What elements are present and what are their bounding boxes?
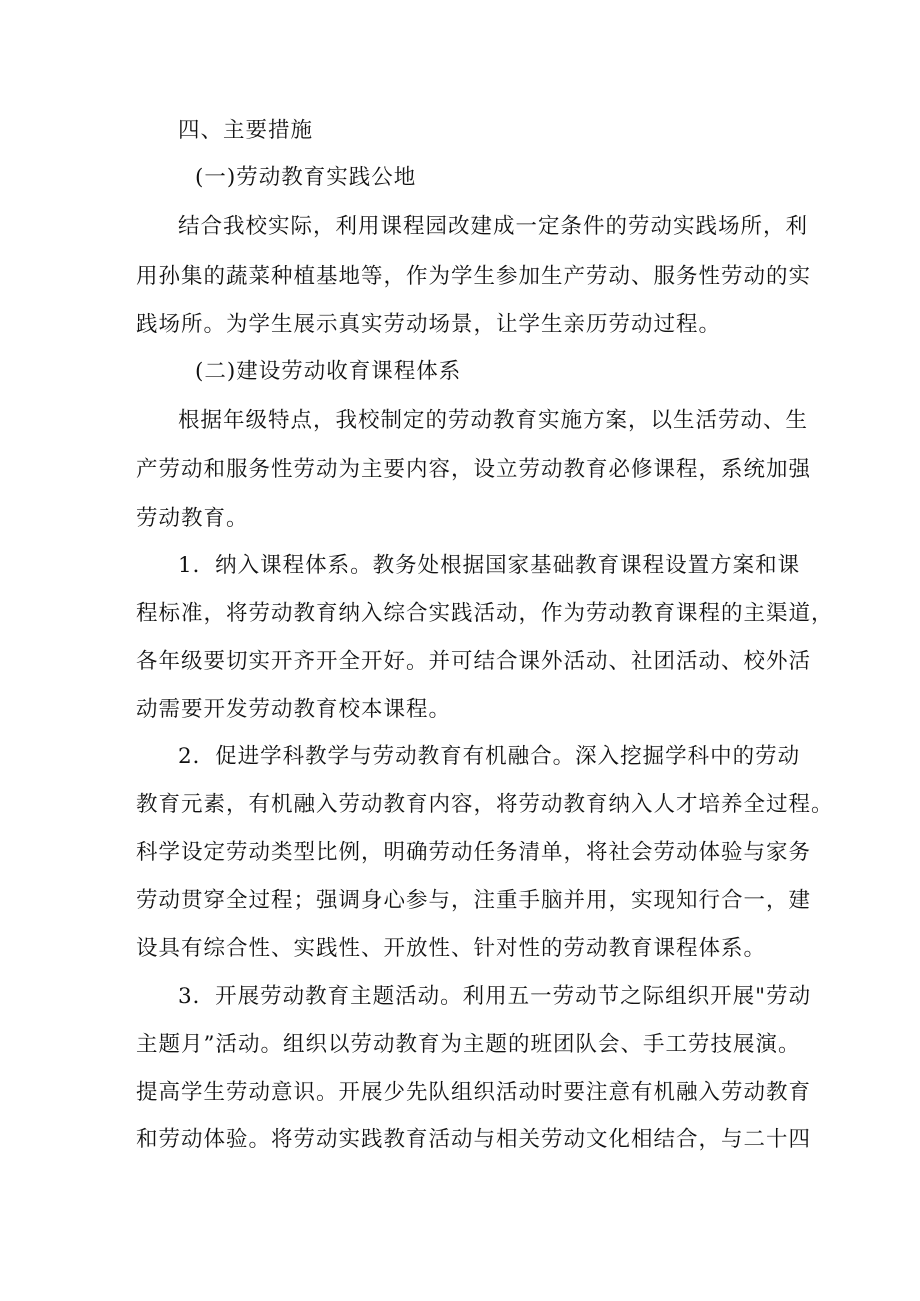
item-line: 程标准，将劳动教育纳入综合实践活动，作为劳动教育课程的主渠道， — [136, 601, 834, 626]
paragraph-line: 根据年级特点，我校制定的劳动教育实施方案，以生活劳动、生 — [178, 408, 809, 433]
item-line: 2．促进学科教学与劳动教育有机融合。深入挖掘学科中的劳动 — [178, 744, 801, 769]
paragraph-line: 用孙集的蔬菜种植基地等，作为学生参加生产劳动、服务性劳动的实 — [136, 264, 812, 289]
subsection-title: (一)劳动教育实践公地 — [195, 165, 417, 190]
item-line: 提高学生劳动意识。开展少先队组织活动时要注意有机融入劳动教育 — [136, 1080, 812, 1105]
paragraph-line: 劳动教育。 — [136, 506, 249, 531]
item-line: 教育元素，有机融入劳动教育内容，将劳动教育纳入人才培养全过程。 — [136, 792, 834, 817]
item-line: 设具有综合性、实践性、开放性、针对性的劳动教育课程体系。 — [136, 936, 767, 961]
item-line: 劳动贯穿全过程；强调身心参与，注重手脑并用，实现知行合一，建 — [136, 888, 812, 913]
item-line: 主题月”活动。组织以劳动教育为主题的班团队会、手工劳技展演。 — [136, 1032, 801, 1057]
section-heading: 四、主要措施 — [178, 118, 314, 143]
item-line: 科学设定劳动类型比例，明确劳动任务清单，将社会劳动体验与家务 — [136, 840, 812, 865]
item-line: 和劳动体验。将劳动实践教育活动与相关劳动文化相结合，与二十四 — [136, 1127, 812, 1152]
paragraph-line: 践场所。为学生展示真实劳动场景，让学生亲历劳动过程。 — [136, 312, 722, 337]
item-line: 动需要开发劳动教育校本课程。 — [136, 697, 452, 722]
item-line: 3．开展劳动教育主题活动。利用五一劳动节之际组织开展"劳动 — [178, 984, 812, 1009]
subsection-title: (二)建设劳动收育课程体系 — [195, 359, 462, 384]
paragraph-line: 结合我校实际，利用课程园改建成一定条件的劳动实践场所，利 — [178, 214, 809, 239]
item-line: 1．纳入课程体系。教务处根据国家基础教育课程设置方案和课 — [178, 553, 801, 578]
item-line: 各年级要切实开齐开全开好。并可结合课外活动、社团活动、校外活 — [136, 649, 812, 674]
paragraph-line: 产劳动和服务性劳动为主要内容，设立劳动教育必修课程，系统加强 — [136, 457, 812, 482]
